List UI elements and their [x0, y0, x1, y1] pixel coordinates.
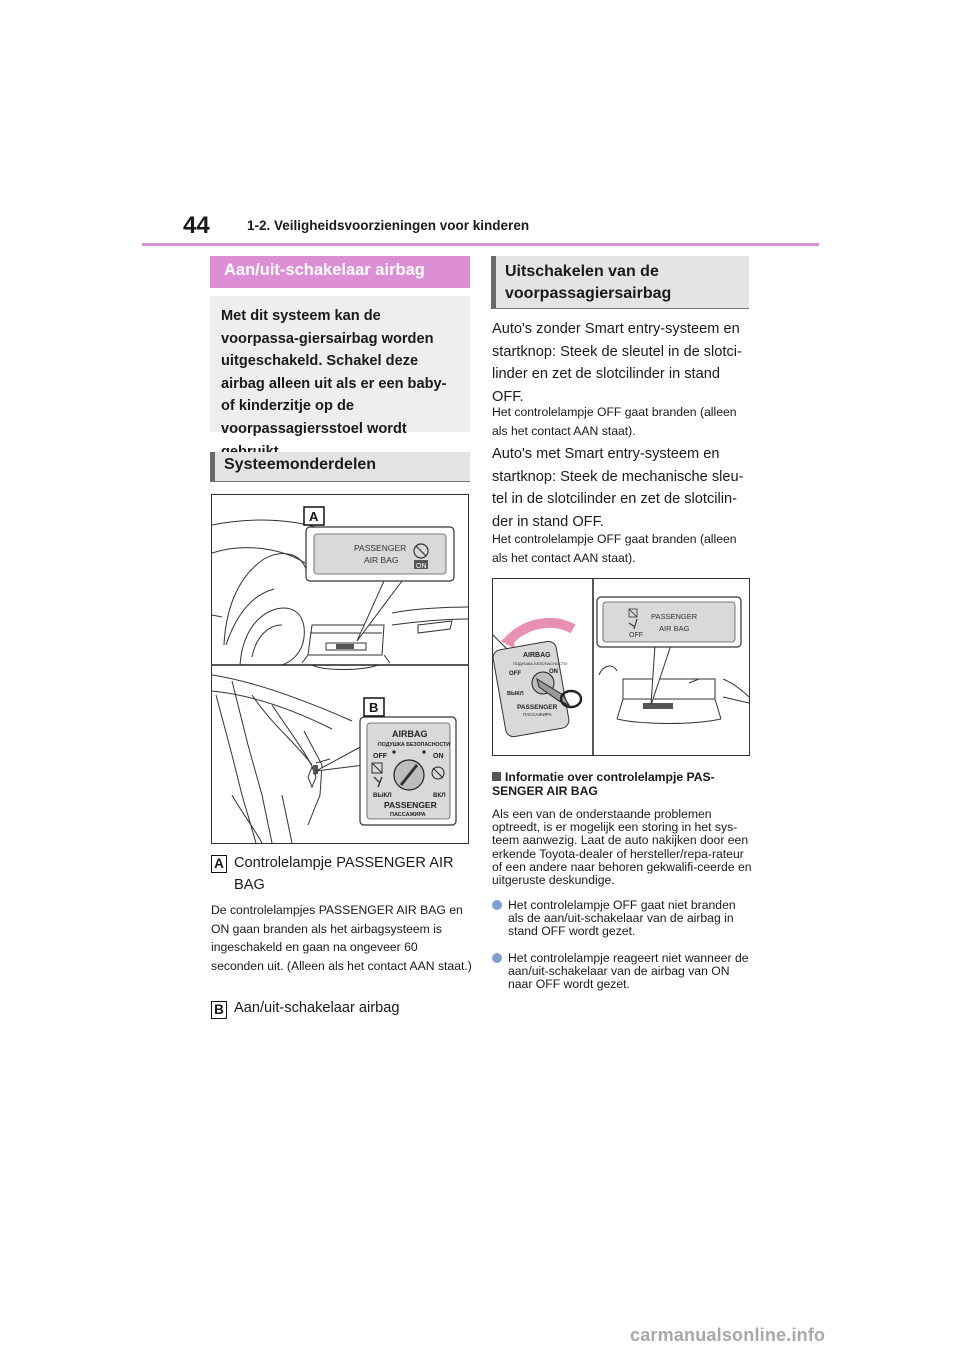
fig2-switch-airbag-ru-text: ПОДУШКА БЕЗОПАСНОСТИ: [513, 661, 568, 666]
caption-a: Controlelampje PASSENGER AIR BAG: [234, 855, 454, 893]
figure-label-b: B: [369, 700, 379, 715]
bullet-dot-icon: [492, 900, 502, 910]
figure-illustration: [212, 495, 468, 843]
switch-airbag-ru-text: ПОДУШКА БЕЗОПАСНОСТИ: [378, 742, 451, 748]
indicator-on-text: ON: [416, 563, 427, 570]
figure2-illustration: [493, 579, 749, 755]
caption-b: Aan/uit-schakelaar airbag: [234, 1000, 400, 1016]
list-item: [492, 899, 754, 939]
note-off-indicator-1: Het controlelampje OFF gaat branden (alleen als het contact AAN staat).: [492, 405, 737, 438]
page-number: 44: [183, 212, 210, 239]
switch-airbag-text: AIRBAG: [392, 729, 428, 739]
bullet-text: Het controlelampje reageert niet wanneer de aan/uit-schakelaar van de airbag van ON naar OFF wordt gezet.: [508, 951, 749, 992]
info-title: [492, 771, 754, 798]
fig2-switch-on-text: ON: [549, 669, 558, 675]
indicator-passenger-text: PASSENGER: [354, 543, 407, 553]
bullet-dot-icon: [492, 953, 502, 963]
fig2-switch-off-text: OFF: [509, 671, 521, 677]
switch-passenger-text: PASSENGER: [384, 800, 437, 810]
chapter-title: 1-2. Veiligheidsvoorzieningen voor kinderen: [247, 218, 530, 233]
fig2-switch-off-ru-text: ВЫКЛ: [507, 691, 524, 697]
switch-off-text: OFF: [373, 753, 387, 760]
section-title-components: Systeemonderdelen: [210, 452, 470, 482]
intro-box: Met dit systeem kan de voorpassa-giersairbag worden uitgeschakeld. Schakel deze airbag alleen uit als er een baby- of kinderzitje op de voorpassagiersstoel wordt: [210, 296, 470, 432]
fig2-switch-passenger-ru-text: ПАССАЖИРА: [523, 712, 552, 717]
caption-label-a: A: [211, 855, 227, 873]
fig2-indicator-off-text: OFF: [629, 632, 643, 639]
figure-label-a: A: [309, 509, 319, 524]
switch-on-text: ON: [433, 753, 444, 760]
fig2-switch-passenger-text: PASSENGER: [517, 704, 558, 711]
key-slot-knob: [394, 760, 424, 790]
switch-off-ru-text: ВЫКЛ: [373, 792, 392, 799]
instruction-smart-entry: Auto's met Smart entry-systeem en startknop: Steek de mechanische sleu-tel in de slotcilinder en zet de slotcilin-der in stand OFF.: [492, 446, 744, 530]
watermark: carmanualsonline.info: [630, 1325, 826, 1345]
figure-disable-procedure: [492, 578, 750, 756]
instruction-no-smart-entry: Auto's zonder Smart entry-systeem en startknop: Steek de sleutel in de slotci-linder en zet de slotcilinder in stand OFF.: [492, 321, 742, 405]
info-title-text: Informatie over controlelampje PAS-SENGER AIR BAG: [492, 770, 715, 798]
switch-on-ru-text: ВКЛ: [433, 792, 446, 799]
section-title-airbag-switch: Aan/uit-schakelaar airbag: [210, 256, 470, 288]
caption-a-description: De controlelampjes PASSENGER AIR BAG en ON gaan branden als het airbagsysteem is ingeschakeld en gaan na ongeveer 60 seconden uit. (Alleen als het contact AAN staat.): [211, 903, 472, 973]
square-bullet-icon: [492, 772, 501, 781]
switch-passenger-ru-text: ПАССАЖИРА: [390, 812, 426, 818]
turn-arrow: [507, 623, 573, 643]
fig2-switch-airbag-text: AIRBAG: [523, 652, 551, 659]
fig2-indicator-passenger-text: PASSENGER: [651, 612, 698, 621]
bullet-text: Het controlelampje OFF gaat niet branden als de aan/uit-schakelaar van de airbag in stand OFF wordt gezet.: [508, 898, 736, 939]
caption-label-b: B: [211, 1001, 227, 1019]
list-item: [492, 952, 754, 992]
figure-system-components: [211, 494, 469, 844]
indicator-airbag-text: AIR BAG: [364, 555, 399, 565]
section-title-disable-airbag: Uitschakelen van de voorpassagiersairbag: [491, 256, 749, 309]
header-rule: [142, 243, 819, 246]
info-body: Als een van de onderstaande problemen optreedt, is er mogelijk een storing in het sys-teem aanwezig. Laat de auto nakijken door een erkende Toyota-dealer of hersteller/repa-rateur of een andere naar behoren gekwalifi-ceerde en uitgeruste deskundige.: [492, 807, 752, 888]
note-off-indicator-2: Het controlelampje OFF gaat branden (alleen als het contact AAN staat).: [492, 532, 737, 565]
fig2-indicator-airbag-text: AIR BAG: [659, 624, 690, 633]
